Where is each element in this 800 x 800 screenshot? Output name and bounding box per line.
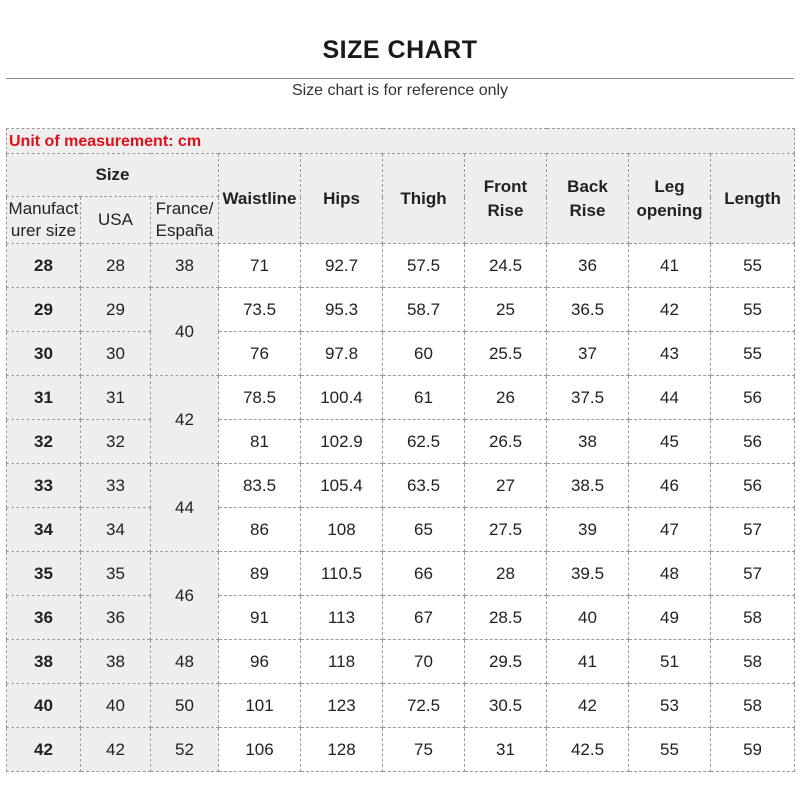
- hips-cell: 105.4: [301, 464, 383, 508]
- hips-header: [301, 154, 383, 244]
- france-size-cell: 46: [151, 552, 219, 640]
- leg-opening-cell: 49: [629, 596, 711, 640]
- front-rise-header: [465, 154, 547, 244]
- back-rise-cell: 42.5: [547, 728, 629, 772]
- usa-size-cell: 40: [81, 684, 151, 728]
- manufacturer-size-cell: 36: [7, 596, 81, 640]
- thigh-cell: 70: [383, 640, 465, 684]
- table-row: [7, 596, 795, 640]
- header-row-1: [7, 154, 795, 197]
- hips-cell: 110.5: [301, 552, 383, 596]
- thigh-cell: 62.5: [383, 420, 465, 464]
- manufacturer-size-cell: 40: [7, 684, 81, 728]
- manufacturer-header-line1: Manufact: [8, 199, 79, 218]
- waistline-cell: 73.5: [219, 288, 301, 332]
- leg-opening-cell: 53: [629, 684, 711, 728]
- hips-cell: 95.3: [301, 288, 383, 332]
- leg-opening-cell: 41: [629, 244, 711, 288]
- usa-size-cell: 29: [81, 288, 151, 332]
- length-cell: 56: [711, 376, 795, 420]
- waistline-cell: 89: [219, 552, 301, 596]
- thigh-cell: 63.5: [383, 464, 465, 508]
- manufacturer-header-line2: urer size: [10, 221, 77, 240]
- table-row: [7, 288, 795, 332]
- manufacturer-size-cell: 38: [7, 640, 81, 684]
- usa-size-header: USA: [81, 197, 151, 244]
- france-size-cell: 40: [151, 288, 219, 376]
- front-rise-cell: 27: [465, 464, 547, 508]
- back-rise-cell: 39.5: [547, 552, 629, 596]
- length-cell: 56: [711, 464, 795, 508]
- table-row: [7, 332, 795, 376]
- thigh-header: [383, 154, 465, 244]
- leg-opening-cell: 44: [629, 376, 711, 420]
- size-chart-table: [6, 128, 795, 772]
- thigh-cell: 65: [383, 508, 465, 552]
- hips-cell: 102.9: [301, 420, 383, 464]
- back-rise-header: [547, 154, 629, 244]
- hips-cell: 97.8: [301, 332, 383, 376]
- france-size-cell: 44: [151, 464, 219, 552]
- length-cell: 59: [711, 728, 795, 772]
- waistline-cell: 83.5: [219, 464, 301, 508]
- front-rise-cell: 26: [465, 376, 547, 420]
- usa-size-cell: 34: [81, 508, 151, 552]
- length-cell: 57: [711, 508, 795, 552]
- front-rise-cell: 25.5: [465, 332, 547, 376]
- table-row: [7, 552, 795, 596]
- usa-size-cell: 42: [81, 728, 151, 772]
- front-rise-cell: 30.5: [465, 684, 547, 728]
- waistline-cell: 78.5: [219, 376, 301, 420]
- usa-size-cell: 33: [81, 464, 151, 508]
- manufacturer-size-cell: 31: [7, 376, 81, 420]
- hips-header-text: Hips: [323, 188, 360, 208]
- unit-row: [7, 129, 795, 154]
- leg-opening-header-line2: opening: [636, 200, 703, 220]
- back-rise-header-line2: Rise: [569, 200, 606, 220]
- waistline-cell: 106: [219, 728, 301, 772]
- waistline-header-text: Waistline: [222, 188, 297, 208]
- front-rise-cell: 28.5: [465, 596, 547, 640]
- unit-cell: [7, 129, 795, 154]
- front-rise-header-line1: Front: [483, 176, 528, 196]
- france-size-cell: 38: [151, 244, 219, 288]
- table-row: [7, 420, 795, 464]
- waistline-cell: 96: [219, 640, 301, 684]
- hips-cell: 92.7: [301, 244, 383, 288]
- front-rise-cell: 25: [465, 288, 547, 332]
- back-rise-cell: 36: [547, 244, 629, 288]
- back-rise-cell: 38.5: [547, 464, 629, 508]
- waistline-cell: 101: [219, 684, 301, 728]
- thigh-header-text: Thigh: [400, 188, 447, 208]
- back-rise-cell: 38: [547, 420, 629, 464]
- back-rise-header-line1: Back: [567, 176, 608, 196]
- hips-cell: 123: [301, 684, 383, 728]
- back-rise-cell: 37: [547, 332, 629, 376]
- table-row: [7, 684, 795, 728]
- leg-opening-cell: 48: [629, 552, 711, 596]
- usa-size-cell: 30: [81, 332, 151, 376]
- length-cell: 55: [711, 288, 795, 332]
- thigh-cell: 58.7: [383, 288, 465, 332]
- thigh-cell: 57.5: [383, 244, 465, 288]
- usa-size-cell: 35: [81, 552, 151, 596]
- thigh-cell: 67: [383, 596, 465, 640]
- back-rise-cell: 41: [547, 640, 629, 684]
- manufacturer-size-cell: 42: [7, 728, 81, 772]
- manufacturer-size-header: [7, 197, 81, 244]
- leg-opening-header: [629, 154, 711, 244]
- front-rise-header-line2: Rise: [487, 200, 524, 220]
- table-row: [7, 640, 795, 684]
- france-header-line2: España: [155, 221, 214, 240]
- length-cell: 55: [711, 332, 795, 376]
- waistline-cell: 86: [219, 508, 301, 552]
- manufacturer-size-cell: 30: [7, 332, 81, 376]
- table-row: [7, 508, 795, 552]
- title-divider: [6, 78, 794, 79]
- france-size-header: [151, 197, 219, 244]
- length-cell: 57: [711, 552, 795, 596]
- hips-cell: 100.4: [301, 376, 383, 420]
- usa-size-cell: 31: [81, 376, 151, 420]
- manufacturer-size-cell: 28: [7, 244, 81, 288]
- france-header-line1: France/: [155, 199, 214, 218]
- length-cell: 58: [711, 640, 795, 684]
- leg-opening-header-line1: Leg: [654, 176, 685, 196]
- hips-cell: 113: [301, 596, 383, 640]
- leg-opening-cell: 47: [629, 508, 711, 552]
- front-rise-cell: 27.5: [465, 508, 547, 552]
- waistline-header: [219, 154, 301, 244]
- page-title: SIZE CHART: [322, 36, 478, 64]
- hips-cell: 118: [301, 640, 383, 684]
- back-rise-cell: 39: [547, 508, 629, 552]
- page-subtitle: Size chart is for reference only: [291, 82, 509, 99]
- waistline-cell: 81: [219, 420, 301, 464]
- length-cell: 58: [711, 684, 795, 728]
- hips-cell: 128: [301, 728, 383, 772]
- length-cell: 55: [711, 244, 795, 288]
- thigh-cell: 75: [383, 728, 465, 772]
- waistline-cell: 71: [219, 244, 301, 288]
- thigh-cell: 72.5: [383, 684, 465, 728]
- france-size-cell: 48: [151, 640, 219, 684]
- length-header: [711, 154, 795, 244]
- thigh-cell: 60: [383, 332, 465, 376]
- waistline-cell: 91: [219, 596, 301, 640]
- waistline-cell: 76: [219, 332, 301, 376]
- table-row: [7, 464, 795, 508]
- france-size-cell: 52: [151, 728, 219, 772]
- thigh-cell: 66: [383, 552, 465, 596]
- front-rise-cell: 29.5: [465, 640, 547, 684]
- front-rise-cell: 26.5: [465, 420, 547, 464]
- back-rise-cell: 36.5: [547, 288, 629, 332]
- thigh-cell: 61: [383, 376, 465, 420]
- back-rise-cell: 40: [547, 596, 629, 640]
- unit-label: Unit of measurement: cm: [9, 133, 202, 150]
- usa-size-cell: 38: [81, 640, 151, 684]
- usa-size-cell: 32: [81, 420, 151, 464]
- manufacturer-size-cell: 35: [7, 552, 81, 596]
- usa-size-cell: 36: [81, 596, 151, 640]
- usa-size-cell: 28: [81, 244, 151, 288]
- hips-cell: 108: [301, 508, 383, 552]
- length-header-text: Length: [724, 188, 781, 208]
- length-cell: 56: [711, 420, 795, 464]
- leg-opening-cell: 45: [629, 420, 711, 464]
- manufacturer-size-cell: 34: [7, 508, 81, 552]
- france-size-cell: 50: [151, 684, 219, 728]
- manufacturer-size-cell: 29: [7, 288, 81, 332]
- front-rise-cell: 31: [465, 728, 547, 772]
- manufacturer-size-cell: 32: [7, 420, 81, 464]
- back-rise-cell: 42: [547, 684, 629, 728]
- leg-opening-cell: 43: [629, 332, 711, 376]
- front-rise-cell: 24.5: [465, 244, 547, 288]
- leg-opening-cell: 42: [629, 288, 711, 332]
- table-row: [7, 244, 795, 288]
- table-row: [7, 376, 795, 420]
- length-cell: 58: [711, 596, 795, 640]
- leg-opening-cell: 55: [629, 728, 711, 772]
- front-rise-cell: 28: [465, 552, 547, 596]
- manufacturer-size-cell: 33: [7, 464, 81, 508]
- back-rise-cell: 37.5: [547, 376, 629, 420]
- france-size-cell: 42: [151, 376, 219, 464]
- size-group-header: Size: [7, 154, 219, 197]
- table-row: [7, 728, 795, 772]
- leg-opening-cell: 46: [629, 464, 711, 508]
- leg-opening-cell: 51: [629, 640, 711, 684]
